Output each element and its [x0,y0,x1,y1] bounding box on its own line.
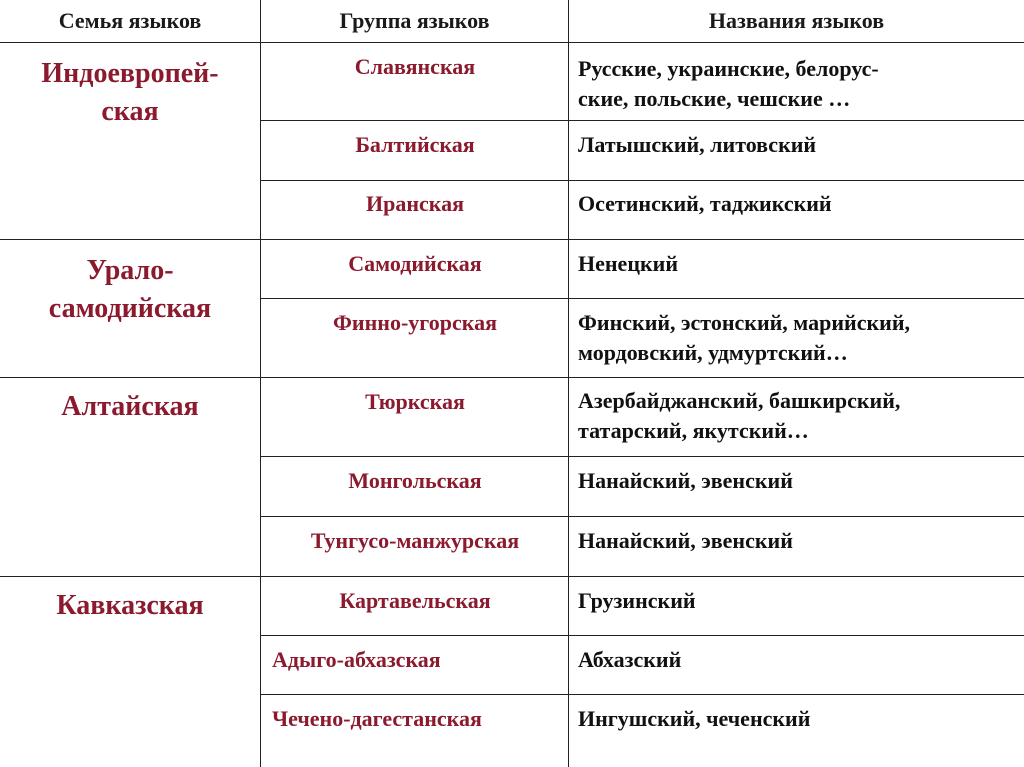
row-divider [0,576,1024,577]
row-divider [260,635,1024,636]
row-divider [260,456,1024,457]
group-cell: Иранская [365,191,465,216]
family-altaic: Алтайская [61,391,199,422]
languages-cell: Латышский, литовский [578,132,817,157]
row-divider [260,180,1024,181]
languages-cell: Ненецкий [578,251,679,276]
group-cell: Балтийская [355,132,475,157]
languages-cell: Нанайский, эвенский [578,468,793,493]
row-divider [260,120,1024,121]
row-divider [260,694,1024,695]
column-divider [260,0,261,767]
group-cell: Монгольская [348,468,482,493]
languages-cell: Азербайджанский, башкирский, татарский, якутский… [578,388,901,443]
row-divider [0,377,1024,378]
group-cell: Тунгусо-манжурская [310,528,520,553]
header-family: Семья языков [58,8,202,33]
languages-cell: Финский, эстонский, марийский, мордовский, удмуртский… [578,310,911,365]
languages-cell: Ингушский, чеченский [578,706,811,731]
group-cell: Славянская [354,54,476,79]
group-cell: Чечено-дагестанская [272,706,482,731]
languages-cell: Русские, украинские, белорус- ские, польские, чешские … [578,56,879,111]
languages-cell: Грузинский [578,588,696,613]
group-cell: Тюркская [365,389,465,414]
group-cell: Финно-угорская [333,310,497,335]
languages-cell: Нанайский, эвенский [578,528,793,553]
languages-cell: Осетинский, таджикский [578,191,832,216]
languages-cell: Абхазский [578,647,682,672]
family-indo-european: Индоевропей- ская [41,58,219,127]
row-divider [0,239,1024,240]
group-cell: Самодийская [348,251,482,276]
header-names: Названия языков [708,8,885,33]
family-uralic: Урало- самодийская [48,255,212,324]
family-caucasian: Кавказская [56,590,204,621]
group-cell: Адыго-абхазская [272,647,441,672]
row-divider [0,42,1024,43]
header-group: Группа языков [339,8,490,33]
row-divider [260,298,1024,299]
column-divider [568,0,569,767]
group-cell: Картавельская [339,588,491,613]
row-divider [260,516,1024,517]
